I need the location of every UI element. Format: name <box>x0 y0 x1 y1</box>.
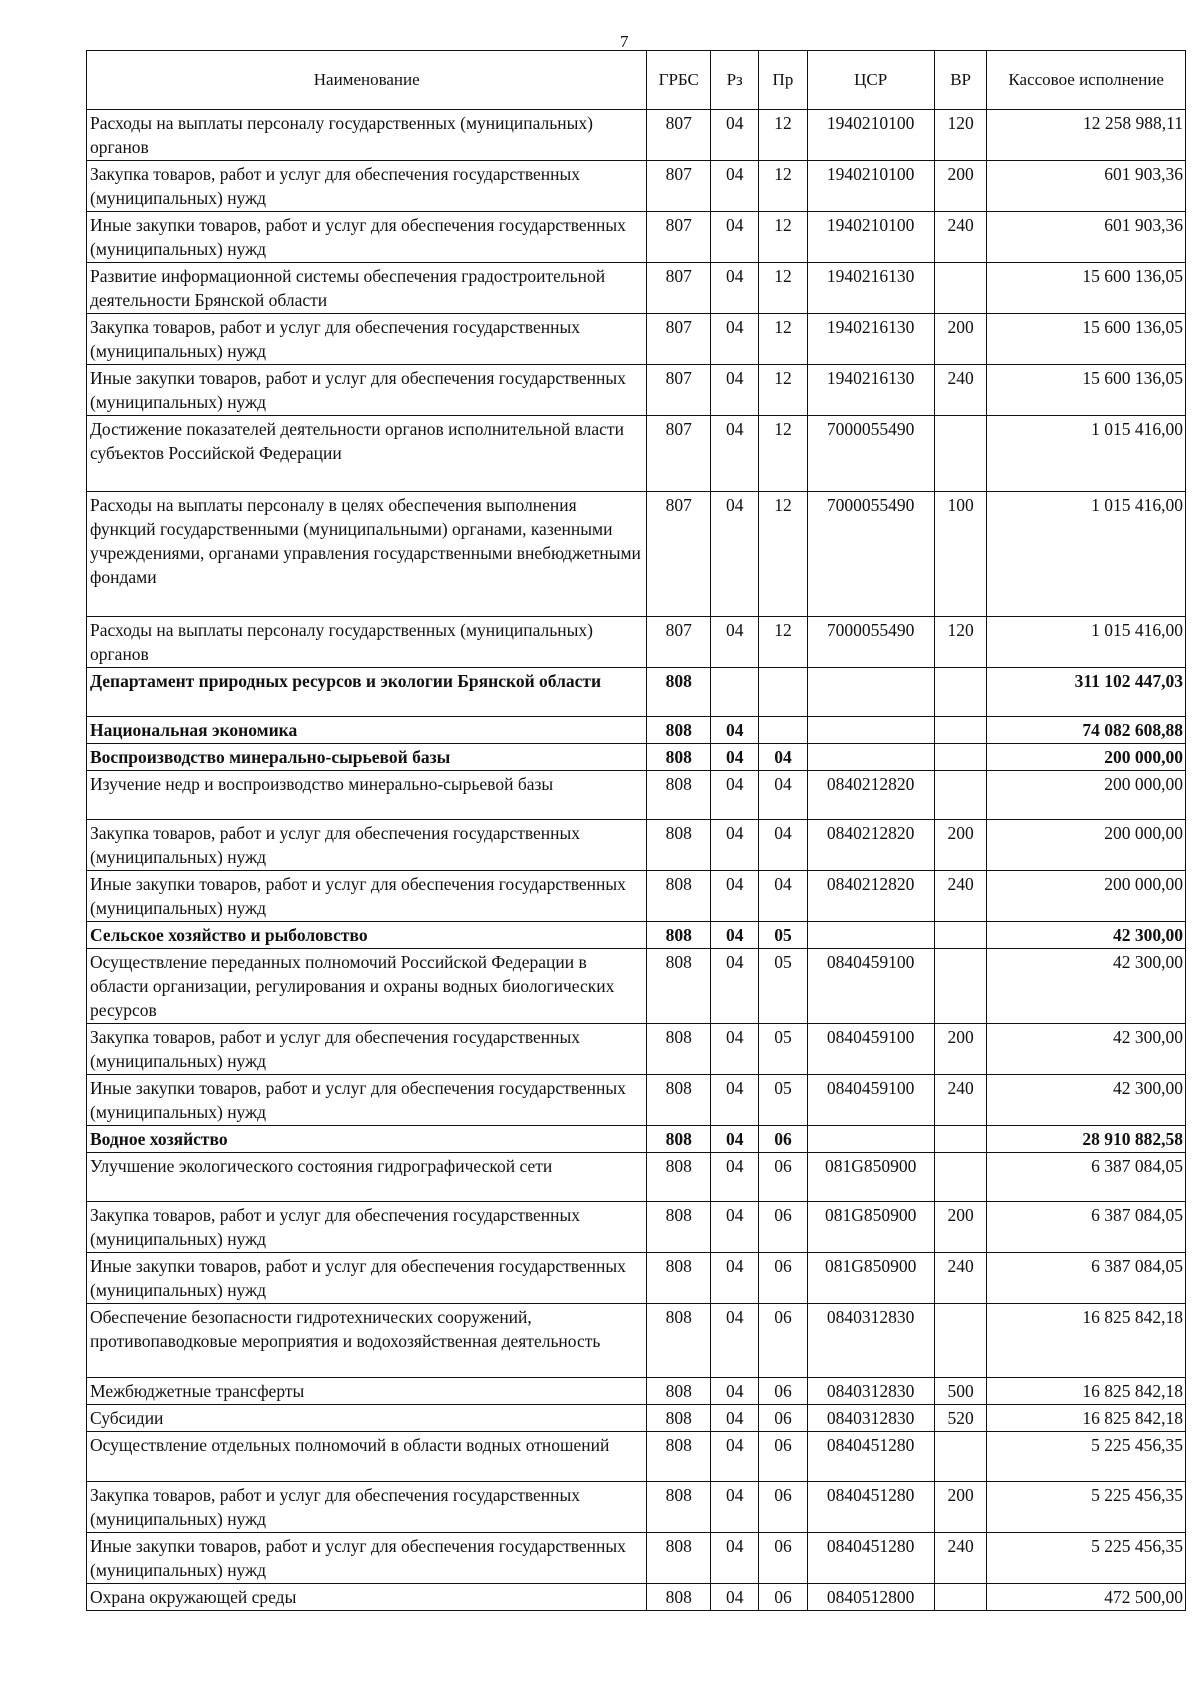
cell-name: Осуществление отдельных полномочий в области водных отношений <box>87 1432 647 1482</box>
cell-grbs: 807 <box>647 212 711 263</box>
cell-pr <box>759 717 807 744</box>
column-header-rz: Рз <box>711 51 759 110</box>
cell-amount: 42 300,00 <box>987 922 1186 949</box>
cell-vr: 100 <box>934 492 987 617</box>
cell-amount: 200 000,00 <box>987 820 1186 871</box>
cell-pr: 04 <box>759 771 807 820</box>
cell-grbs: 807 <box>647 263 711 314</box>
cell-vr: 240 <box>934 212 987 263</box>
table-row <box>87 771 1186 820</box>
cell-pr: 06 <box>759 1378 807 1405</box>
table-row <box>87 1405 1186 1432</box>
cell-rz <box>711 668 759 717</box>
cell-vr <box>934 1432 987 1482</box>
cell-amount: 6 387 084,05 <box>987 1202 1186 1253</box>
cell-name: Закупка товаров, работ и услуг для обеспечения государственных (муниципальных) нужд <box>87 1202 647 1253</box>
cell-pr <box>759 668 807 717</box>
table-row <box>87 1075 1186 1126</box>
cell-name: Иные закупки товаров, работ и услуг для обеспечения государственных (муниципальных) нужд <box>87 871 647 922</box>
cell-amount: 15 600 136,05 <box>987 314 1186 365</box>
cell-name: Закупка товаров, работ и услуг для обеспечения государственных (муниципальных) нужд <box>87 161 647 212</box>
cell-grbs: 808 <box>647 1432 711 1482</box>
table-row <box>87 110 1186 161</box>
cell-name: Закупка товаров, работ и услуг для обеспечения государственных (муниципальных) нужд <box>87 820 647 871</box>
cell-amount: 42 300,00 <box>987 1075 1186 1126</box>
cell-rz: 04 <box>711 949 759 1024</box>
cell-name: Закупка товаров, работ и услуг для обеспечения государственных (муниципальных) нужд <box>87 1024 647 1075</box>
cell-name: Улучшение экологического состояния гидрографической сети <box>87 1153 647 1202</box>
cell-name: Иные закупки товаров, работ и услуг для обеспечения государственных (муниципальных) нужд <box>87 1253 647 1304</box>
cell-vr: 500 <box>934 1378 987 1405</box>
cell-pr: 06 <box>759 1126 807 1153</box>
cell-amount: 472 500,00 <box>987 1584 1186 1611</box>
cell-vr: 120 <box>934 617 987 668</box>
cell-name: Воспроизводство минерально-сырьевой базы <box>87 744 647 771</box>
column-header-name: Наименование <box>87 51 647 110</box>
cell-grbs: 807 <box>647 492 711 617</box>
cell-rz: 04 <box>711 717 759 744</box>
cell-pr: 06 <box>759 1304 807 1378</box>
cell-amount: 200 000,00 <box>987 871 1186 922</box>
cell-vr: 200 <box>934 314 987 365</box>
cell-csr: 0840512800 <box>807 1584 934 1611</box>
cell-grbs: 808 <box>647 820 711 871</box>
cell-grbs: 808 <box>647 668 711 717</box>
cell-pr: 06 <box>759 1153 807 1202</box>
cell-grbs: 807 <box>647 416 711 492</box>
cell-vr <box>934 922 987 949</box>
cell-grbs: 808 <box>647 1253 711 1304</box>
cell-pr: 12 <box>759 492 807 617</box>
cell-csr: 1940216130 <box>807 365 934 416</box>
cell-csr <box>807 744 934 771</box>
cell-rz: 04 <box>711 617 759 668</box>
cell-name: Охрана окружающей среды <box>87 1584 647 1611</box>
cell-rz: 04 <box>711 1202 759 1253</box>
cell-name: Закупка товаров, работ и услуг для обеспечения государственных (муниципальных) нужд <box>87 314 647 365</box>
cell-rz: 04 <box>711 771 759 820</box>
cell-amount: 6 387 084,05 <box>987 1153 1186 1202</box>
cell-amount: 5 225 456,35 <box>987 1482 1186 1533</box>
cell-pr: 12 <box>759 263 807 314</box>
cell-pr: 06 <box>759 1405 807 1432</box>
cell-rz: 04 <box>711 1584 759 1611</box>
cell-csr: 0840212820 <box>807 771 934 820</box>
cell-name: Расходы на выплаты персоналу государственных (муниципальных) органов <box>87 110 647 161</box>
cell-name: Обеспечение безопасности гидротехнических сооружений, противопаводковые мероприятия и водохозяйственная деятельность <box>87 1304 647 1378</box>
cell-amount: 74 082 608,88 <box>987 717 1186 744</box>
table-row <box>87 717 1186 744</box>
budget-execution-table <box>86 50 1186 1611</box>
cell-amount: 42 300,00 <box>987 949 1186 1024</box>
cell-amount: 1 015 416,00 <box>987 617 1186 668</box>
cell-amount: 601 903,36 <box>987 212 1186 263</box>
cell-name: Межбюджетные трансферты <box>87 1378 647 1405</box>
cell-name: Национальная экономика <box>87 717 647 744</box>
cell-grbs: 808 <box>647 871 711 922</box>
cell-amount: 601 903,36 <box>987 161 1186 212</box>
cell-grbs: 807 <box>647 365 711 416</box>
cell-csr: 081G850900 <box>807 1153 934 1202</box>
cell-pr: 06 <box>759 1482 807 1533</box>
cell-name: Иные закупки товаров, работ и услуг для обеспечения государственных (муниципальных) нужд <box>87 365 647 416</box>
cell-csr: 1940210100 <box>807 161 934 212</box>
cell-name: Водное хозяйство <box>87 1126 647 1153</box>
table-row <box>87 922 1186 949</box>
cell-rz: 04 <box>711 1304 759 1378</box>
cell-rz: 04 <box>711 922 759 949</box>
cell-name: Сельское хозяйство и рыболовство <box>87 922 647 949</box>
table-row <box>87 668 1186 717</box>
cell-grbs: 808 <box>647 1584 711 1611</box>
cell-vr <box>934 1153 987 1202</box>
cell-grbs: 808 <box>647 1153 711 1202</box>
cell-csr <box>807 717 934 744</box>
cell-amount: 12 258 988,11 <box>987 110 1186 161</box>
cell-pr: 04 <box>759 820 807 871</box>
cell-amount: 200 000,00 <box>987 744 1186 771</box>
cell-vr <box>934 949 987 1024</box>
cell-name: Расходы на выплаты персоналу государственных (муниципальных) органов <box>87 617 647 668</box>
cell-amount: 16 825 842,18 <box>987 1405 1186 1432</box>
cell-rz: 04 <box>711 1482 759 1533</box>
cell-csr: 081G850900 <box>807 1253 934 1304</box>
cell-grbs: 808 <box>647 1024 711 1075</box>
table-body <box>87 110 1186 1611</box>
cell-amount: 1 015 416,00 <box>987 416 1186 492</box>
cell-grbs: 807 <box>647 110 711 161</box>
cell-grbs: 808 <box>647 1405 711 1432</box>
cell-rz: 04 <box>711 1126 759 1153</box>
cell-pr: 05 <box>759 922 807 949</box>
cell-csr <box>807 922 934 949</box>
cell-grbs: 808 <box>647 1202 711 1253</box>
column-header-pr: Пр <box>759 51 807 110</box>
cell-rz: 04 <box>711 1533 759 1584</box>
cell-name: Изучение недр и воспроизводство минерально-сырьевой базы <box>87 771 647 820</box>
cell-vr: 200 <box>934 820 987 871</box>
cell-pr: 12 <box>759 365 807 416</box>
cell-pr: 12 <box>759 314 807 365</box>
cell-amount: 5 225 456,35 <box>987 1432 1186 1482</box>
cell-rz: 04 <box>711 416 759 492</box>
cell-pr: 12 <box>759 161 807 212</box>
cell-name: Иные закупки товаров, работ и услуг для обеспечения государственных (муниципальных) нужд <box>87 1075 647 1126</box>
table-row <box>87 1024 1186 1075</box>
table-row <box>87 161 1186 212</box>
cell-csr: 7000055490 <box>807 492 934 617</box>
cell-amount: 1 015 416,00 <box>987 492 1186 617</box>
cell-grbs: 808 <box>647 1126 711 1153</box>
table-header-row <box>87 51 1186 110</box>
table-row <box>87 212 1186 263</box>
cell-name: Достижение показателей деятельности органов исполнительной власти субъектов Российской Федерации <box>87 416 647 492</box>
cell-csr: 0840212820 <box>807 871 934 922</box>
cell-csr: 1940216130 <box>807 263 934 314</box>
cell-rz: 04 <box>711 263 759 314</box>
table-row <box>87 492 1186 617</box>
cell-csr: 0840459100 <box>807 949 934 1024</box>
table-row <box>87 314 1186 365</box>
cell-csr: 0840451280 <box>807 1533 934 1584</box>
table-row <box>87 1432 1186 1482</box>
cell-name: Осуществление переданных полномочий Российской Федерации в области организации, регулирования и охраны водных биологических ресурсов <box>87 949 647 1024</box>
cell-grbs: 808 <box>647 771 711 820</box>
table-row <box>87 1153 1186 1202</box>
table-row <box>87 365 1186 416</box>
column-header-csr: ЦСР <box>807 51 934 110</box>
cell-amount: 311 102 447,03 <box>987 668 1186 717</box>
cell-grbs: 808 <box>647 1482 711 1533</box>
table-row <box>87 416 1186 492</box>
cell-amount: 15 600 136,05 <box>987 263 1186 314</box>
cell-vr: 240 <box>934 1253 987 1304</box>
cell-name: Департамент природных ресурсов и экологии Брянской области <box>87 668 647 717</box>
cell-csr: 0840312830 <box>807 1405 934 1432</box>
cell-pr: 06 <box>759 1202 807 1253</box>
cell-amount: 15 600 136,05 <box>987 365 1186 416</box>
cell-pr: 06 <box>759 1432 807 1482</box>
cell-vr: 200 <box>934 1482 987 1533</box>
cell-rz: 04 <box>711 1075 759 1126</box>
cell-name: Субсидии <box>87 1405 647 1432</box>
cell-vr: 120 <box>934 110 987 161</box>
cell-pr: 05 <box>759 1024 807 1075</box>
cell-csr <box>807 1126 934 1153</box>
cell-amount: 42 300,00 <box>987 1024 1186 1075</box>
cell-pr: 04 <box>759 744 807 771</box>
column-header-grbs: ГРБС <box>647 51 711 110</box>
table-row <box>87 871 1186 922</box>
cell-csr: 1940210100 <box>807 212 934 263</box>
cell-csr: 0840459100 <box>807 1024 934 1075</box>
cell-name: Закупка товаров, работ и услуг для обеспечения государственных (муниципальных) нужд <box>87 1482 647 1533</box>
cell-amount: 28 910 882,58 <box>987 1126 1186 1153</box>
cell-grbs: 807 <box>647 617 711 668</box>
cell-vr <box>934 1584 987 1611</box>
cell-grbs: 808 <box>647 1304 711 1378</box>
cell-rz: 04 <box>711 744 759 771</box>
cell-csr: 0840312830 <box>807 1378 934 1405</box>
cell-grbs: 807 <box>647 314 711 365</box>
cell-vr <box>934 668 987 717</box>
cell-vr <box>934 717 987 744</box>
cell-vr <box>934 263 987 314</box>
cell-rz: 04 <box>711 820 759 871</box>
cell-pr: 12 <box>759 416 807 492</box>
cell-pr: 06 <box>759 1584 807 1611</box>
cell-vr <box>934 416 987 492</box>
cell-vr: 200 <box>934 1024 987 1075</box>
cell-vr <box>934 744 987 771</box>
cell-amount: 200 000,00 <box>987 771 1186 820</box>
cell-csr: 7000055490 <box>807 617 934 668</box>
table-row <box>87 1304 1186 1378</box>
cell-amount: 6 387 084,05 <box>987 1253 1186 1304</box>
column-header-vr: ВР <box>934 51 987 110</box>
cell-grbs: 808 <box>647 1378 711 1405</box>
cell-name: Иные закупки товаров, работ и услуг для обеспечения государственных (муниципальных) нужд <box>87 212 647 263</box>
table-row <box>87 1202 1186 1253</box>
cell-amount: 16 825 842,18 <box>987 1304 1186 1378</box>
cell-grbs: 808 <box>647 717 711 744</box>
cell-rz: 04 <box>711 1153 759 1202</box>
cell-vr <box>934 1304 987 1378</box>
cell-pr: 12 <box>759 617 807 668</box>
cell-vr: 200 <box>934 1202 987 1253</box>
cell-csr: 1940210100 <box>807 110 934 161</box>
cell-csr: 1940216130 <box>807 314 934 365</box>
table-row <box>87 1378 1186 1405</box>
table-row <box>87 263 1186 314</box>
cell-grbs: 808 <box>647 744 711 771</box>
cell-csr: 0840459100 <box>807 1075 934 1126</box>
table-row <box>87 1126 1186 1153</box>
cell-name: Расходы на выплаты персоналу в целях обеспечения выполнения функций государственными (муниципальными) органами, казенными учреждениями, органами управления государственными внебюджетными фондами <box>87 492 647 617</box>
cell-pr: 05 <box>759 949 807 1024</box>
cell-rz: 04 <box>711 1432 759 1482</box>
table-row <box>87 820 1186 871</box>
cell-name: Иные закупки товаров, работ и услуг для обеспечения государственных (муниципальных) нужд <box>87 1533 647 1584</box>
cell-rz: 04 <box>711 365 759 416</box>
cell-name: Развитие информационной системы обеспечения градостроительной деятельности Брянской области <box>87 263 647 314</box>
column-header-amount: Кассовое исполнение <box>987 51 1186 110</box>
cell-rz: 04 <box>711 314 759 365</box>
cell-grbs: 807 <box>647 161 711 212</box>
cell-csr: 0840451280 <box>807 1482 934 1533</box>
cell-rz: 04 <box>711 1253 759 1304</box>
cell-pr: 05 <box>759 1075 807 1126</box>
cell-rz: 04 <box>711 1378 759 1405</box>
cell-vr: 240 <box>934 365 987 416</box>
cell-rz: 04 <box>711 1405 759 1432</box>
cell-csr: 0840212820 <box>807 820 934 871</box>
cell-csr <box>807 668 934 717</box>
cell-vr: 240 <box>934 1075 987 1126</box>
cell-vr: 240 <box>934 1533 987 1584</box>
cell-grbs: 808 <box>647 949 711 1024</box>
table-row <box>87 1482 1186 1533</box>
cell-grbs: 808 <box>647 1533 711 1584</box>
table-row <box>87 1584 1186 1611</box>
cell-rz: 04 <box>711 492 759 617</box>
cell-vr: 240 <box>934 871 987 922</box>
cell-csr: 7000055490 <box>807 416 934 492</box>
cell-vr <box>934 1126 987 1153</box>
cell-rz: 04 <box>711 161 759 212</box>
cell-pr: 06 <box>759 1533 807 1584</box>
cell-vr: 520 <box>934 1405 987 1432</box>
cell-pr: 04 <box>759 871 807 922</box>
page-number: 7 <box>620 32 629 51</box>
cell-amount: 5 225 456,35 <box>987 1533 1186 1584</box>
table-row <box>87 744 1186 771</box>
table-row <box>87 1253 1186 1304</box>
cell-grbs: 808 <box>647 1075 711 1126</box>
cell-csr: 0840451280 <box>807 1432 934 1482</box>
table-row <box>87 617 1186 668</box>
table-row <box>87 1533 1186 1584</box>
cell-amount: 16 825 842,18 <box>987 1378 1186 1405</box>
cell-rz: 04 <box>711 110 759 161</box>
cell-vr <box>934 771 987 820</box>
cell-csr: 0840312830 <box>807 1304 934 1378</box>
cell-grbs: 808 <box>647 922 711 949</box>
cell-rz: 04 <box>711 871 759 922</box>
cell-pr: 06 <box>759 1253 807 1304</box>
cell-csr: 081G850900 <box>807 1202 934 1253</box>
cell-rz: 04 <box>711 212 759 263</box>
cell-pr: 12 <box>759 110 807 161</box>
cell-vr: 200 <box>934 161 987 212</box>
cell-pr: 12 <box>759 212 807 263</box>
cell-rz: 04 <box>711 1024 759 1075</box>
table-row <box>87 949 1186 1024</box>
